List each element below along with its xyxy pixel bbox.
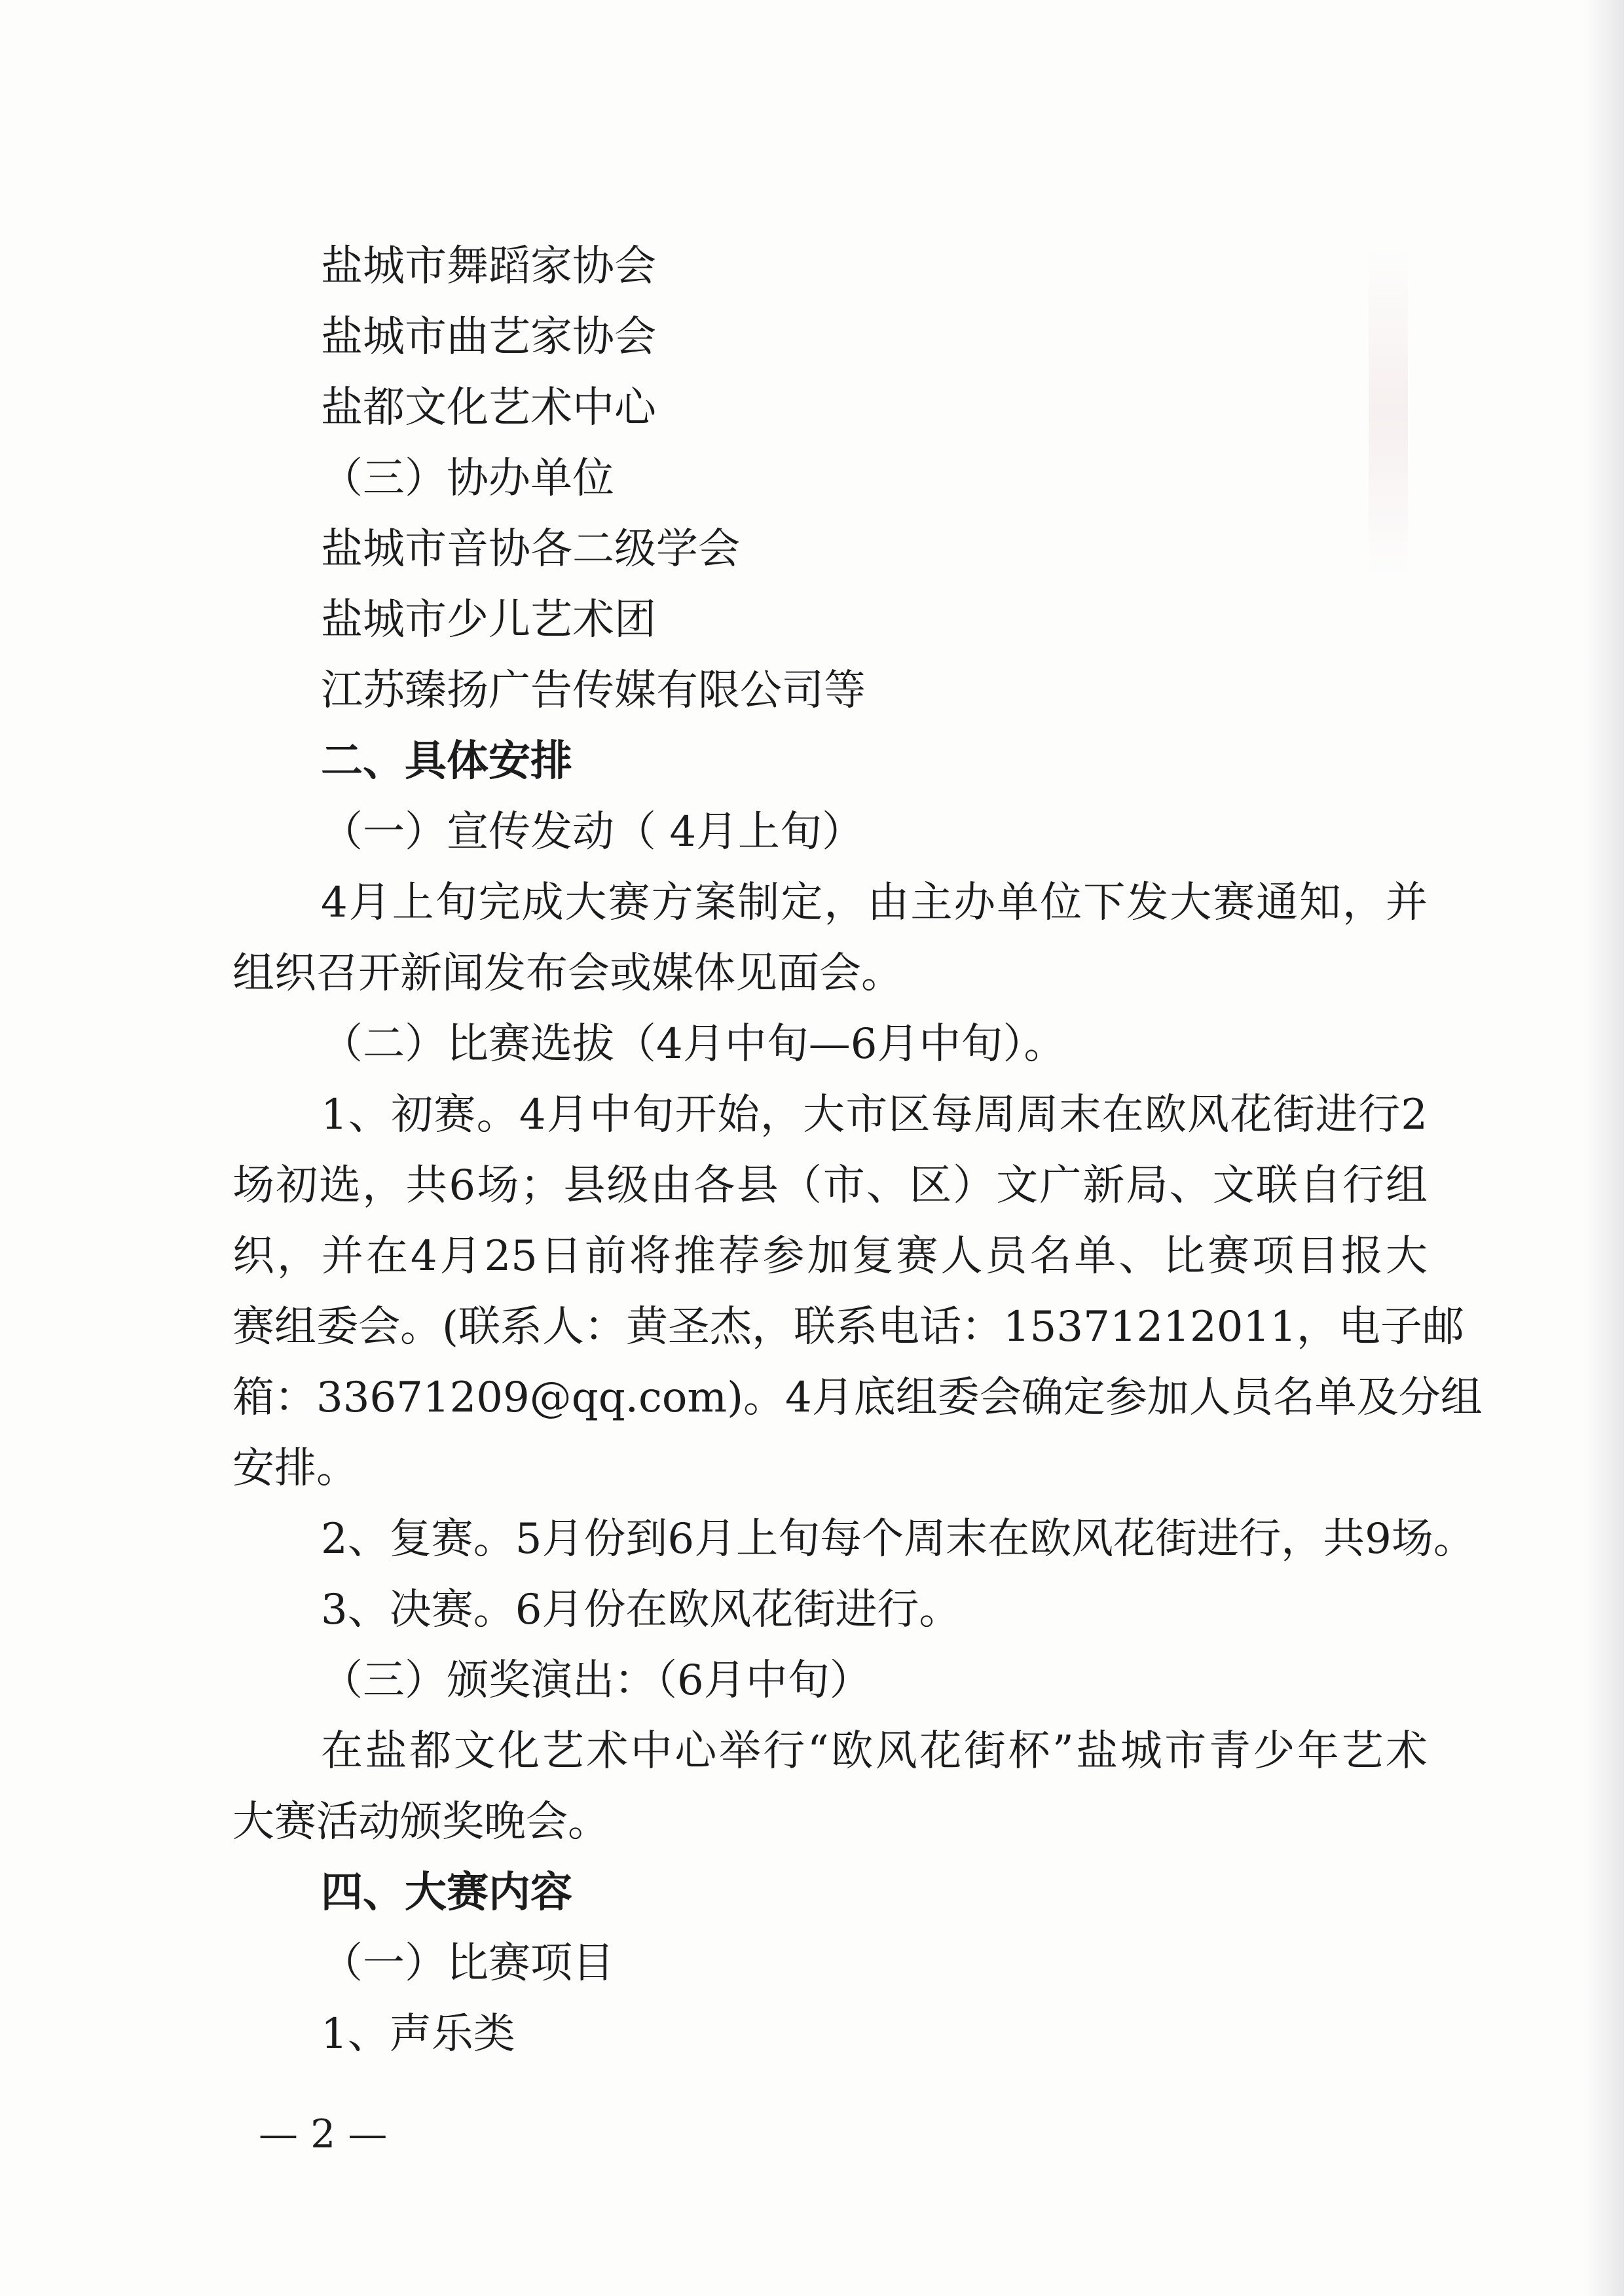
paragraph-line: 组织召开新闻发布会或媒体见面会。 bbox=[232, 949, 903, 998]
paragraph-line: 3、决赛。6月份在欧风花街进行。 bbox=[321, 1586, 961, 1634]
heading-contest-content: 四、大赛内容 bbox=[321, 1868, 572, 1917]
item-vocal: 1、声乐类 bbox=[321, 2010, 515, 2058]
co-organizer-youth-art-troupe: 盐城市少儿艺术团 bbox=[321, 596, 656, 644]
paragraph-line: 2、复赛。5月份到6月上旬每个周末在欧风花街进行，共9场。 bbox=[321, 1515, 1475, 1563]
organizer-quyi-association: 盐城市曲艺家协会 bbox=[321, 313, 656, 361]
co-organizer-media-company: 江苏臻扬广告传媒有限公司等 bbox=[321, 666, 866, 715]
page-number: — 2 — bbox=[259, 2111, 388, 2157]
subheading-awards: （三）颁奖演出：（6月中旬） bbox=[321, 1656, 872, 1705]
organizer-dance-association: 盐城市舞蹈家协会 bbox=[321, 242, 656, 291]
paragraph-line: 织，并在4月25日前将推荐参加复赛人员名单、比赛项目报大 bbox=[232, 1232, 1428, 1281]
subheading-selection: （二）比赛选拔（4月中旬—6月中旬）。 bbox=[321, 1020, 1066, 1068]
co-organizer-music-societies: 盐城市音协各二级学会 bbox=[321, 525, 740, 574]
paragraph-line: 4月上旬完成大赛方案制定，由主办单位下发大赛通知，并 bbox=[321, 879, 1428, 927]
heading-arrangements: 二、具体安排 bbox=[321, 737, 572, 786]
organizer-yandu-culture-center: 盐都文化艺术中心 bbox=[321, 384, 656, 432]
subheading-contest-items: （一）比赛项目 bbox=[321, 1939, 614, 1988]
paragraph-line: 箱：33671209@qq.com)。4月底组委会确定参加人员名单及分组 bbox=[232, 1374, 1483, 1422]
paragraph-line: 赛组委会。(联系人：黄圣杰，联系电话：15371212011，电子邮 bbox=[232, 1303, 1464, 1351]
scan-edge-shadow bbox=[1585, 0, 1624, 2296]
section-co-organizers: （三）协办单位 bbox=[321, 454, 614, 503]
paragraph-line: 在盐都文化艺术中心举行“欧风花街杯”盐城市青少年艺术 bbox=[321, 1727, 1428, 1776]
paragraph-line: 大赛活动颁奖晚会。 bbox=[232, 1798, 610, 1846]
paragraph-line: 场初选，共6场；县级由各县（市、区）文广新局、文联自行组 bbox=[232, 1161, 1428, 1210]
paragraph-line: 安排。 bbox=[232, 1444, 358, 1493]
subheading-publicity: （一）宣传发动（ 4月上旬） bbox=[321, 808, 864, 856]
paragraph-line: 1、初赛。4月中旬开始，大市区每周周末在欧风花街进行2 bbox=[321, 1091, 1428, 1139]
